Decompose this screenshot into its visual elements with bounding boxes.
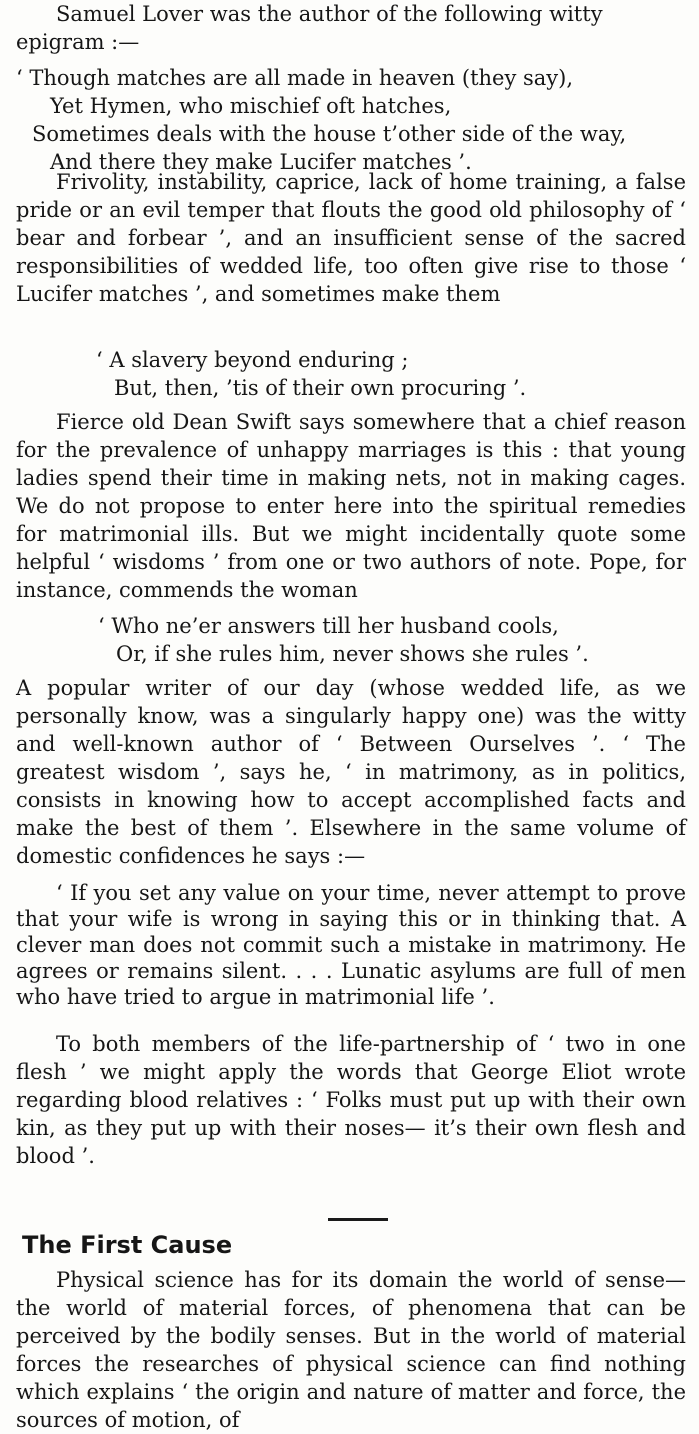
paragraph-popular-writer: A popular writer of our day (whose wedded life, as we personally know, was a singularly happy one) was the witty and well-known author of ‘ Between Ourselves ’. ‘ The greatest wisdom ’, says he, ‘ in matrimony, as in politics, consists in knowing how to accept accomplished facts and make the best of them ’. Elsewhere in the same volume of domestic confidences he says :— <box>16 676 686 868</box>
verse-line: ‘ A slavery beyond enduring ; <box>96 348 409 372</box>
section-heading: The First Cause <box>22 1231 233 1259</box>
intro-line: Samuel Lover was the author of the following witty <box>56 2 603 26</box>
verse-lover <box>16 64 686 176</box>
verse-line: ‘ Though matches are all made in heaven (they say), <box>16 66 574 90</box>
paragraph-frivolity: Frivolity, instability, caprice, lack of home training, a false pride or an evil temper that flouts the good old philosophy of ‘ bear and forbear ’, and an insufficient sense of the sacred responsibilities of wedded life, too often give rise to those ‘ Lucifer matches ’, and sometimes make them <box>16 170 686 306</box>
verse-pope <box>16 612 686 668</box>
verse-line: Yet Hymen, who mischief oft hatches, <box>50 94 452 118</box>
verse-line: ‘ Who ne’er answers till her husband cools, <box>98 614 559 638</box>
verse-line: And there they make Lucifer matches ’. <box>50 150 472 174</box>
paragraph-george-eliot: To both members of the life-partnership of ‘ two in one flesh ’ we might apply the words that George Eliot wrote regarding blood relatives : ‘ Folks must put up with their own kin, as they put up with their noses— it’s their own flesh and blood ’. <box>16 1032 686 1168</box>
paragraph-swift: Fierce old Dean Swift says somewhere that a chief reason for the prevalence of unhappy marriages is this : that young ladies spend their time in making nets, not in making cages. We do not propose to enter here into the spiritual remedies for matrimonial ills. But we might incidentally quote some helpful ‘ wisdoms ’ from one or two authors of note. Pope, for instance, commends the woman <box>16 410 686 602</box>
block-quote-time: ‘ If you set any value on your time, never attempt to prove that your wife is wrong in saying this or in thinking that. A clever man does not commit such a mistake in matrimony. He agrees or remains silent. . . . Lunatic asylums are full of men who have tried to argue in matrimonial life ’. <box>16 881 686 1009</box>
paragraph-physical-science: Physical science has for its domain the world of sense—the world of material forces, of phenomena that can be perceived by the bodily senses. But in the world of material forces the researches of physical science can find nothing which explains ‘ the origin and nature of matter and force, the sources of motion, of <box>16 1268 686 1432</box>
intro-paragraph <box>16 0 686 56</box>
verse-line: But, then, ’tis of their own procuring ’. <box>114 376 527 400</box>
verse-line: Sometimes deals with the house t’other side of the way, <box>32 122 627 146</box>
section-divider <box>328 1218 388 1221</box>
verse-slavery <box>16 346 686 402</box>
intro-line: epigram :— <box>16 30 140 54</box>
verse-line: Or, if she rules him, never shows she rules ’. <box>116 642 589 666</box>
